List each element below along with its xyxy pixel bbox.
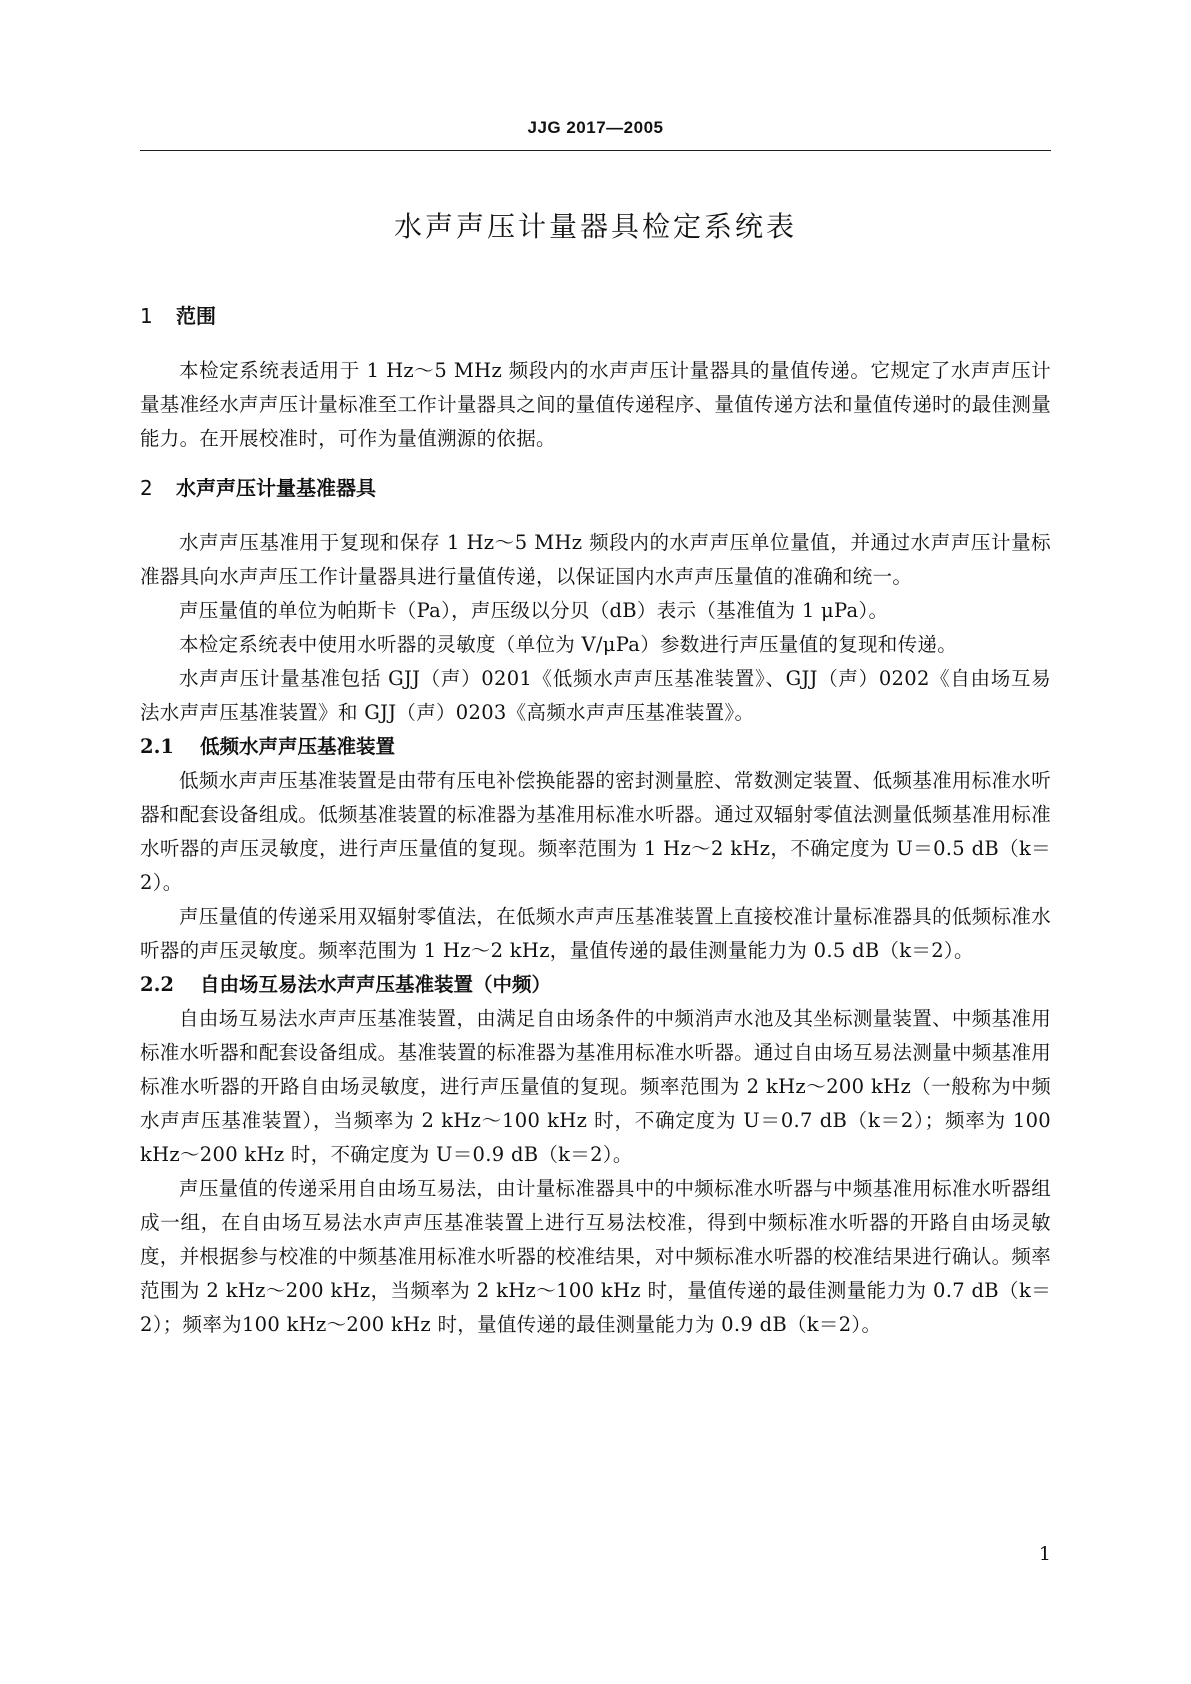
section-title: 水声声压计量基准器具	[176, 476, 376, 500]
page-number: 1	[1038, 1543, 1051, 1565]
paragraph: 低频水声声压基准装置是由带有压电补偿换能器的密封测量腔、常数测定装置、低频基准用标准水听器和配套设备组成。低频基准装置的标准器为基准用标准水听器。通过双辐射零值法测量低频基准用标准水听器的声压灵敏度，进行声压量值的复现。频率范围为 1 Hz～2 kHz，不确定度为 U＝0.5 dB（k＝2）。	[140, 769, 1051, 894]
paragraph: 声压量值的单位为帕斯卡（Pa），声压级以分贝（dB）表示（基准值为 1 μPa）。	[179, 599, 889, 622]
paragraph: 声压量值的传递采用自由场互易法，由计量标准器具中的中频标准水听器与中频基准用标准水听器组成一组，在自由场互易法水声声压基准装置上进行互易法校准，得到中频标准水听器的开路自由场灵敏度，并根据参与校准的中频基准用标准水听器的校准结果，对中频标准水听器的校准结果进行确认。频率范围为 2 kHz～200 kHz，当频率为 2 kHz～100 kHz 时，量值传递的最佳测量能力为 0.7 dB（k＝2）；频率为100 kHz～200 kHz 时，量值传递的最佳测量能力为 0.9 dB（k＝2）。	[140, 1177, 1051, 1336]
paragraph: 声压量值的传递采用双辐射零值法，在低频水声声压基准装置上直接校准计量标准器具的低频标准水听器的声压灵敏度。频率范围为 1 Hz～2 kHz，量值传递的最佳测量能力为 0.5 dB（k＝2）。	[140, 905, 1051, 962]
subsection-title: 低频水声声压基准装置	[200, 735, 396, 758]
section-heading-scope	[140, 300, 1051, 332]
section-heading-standards	[140, 472, 1051, 504]
section-title: 范围	[176, 304, 216, 328]
subsection-number: 2.1	[140, 735, 174, 758]
header-rule	[140, 150, 1051, 151]
subsection-heading-mid-frequency	[140, 968, 1051, 1002]
paragraph: 自由场互易法水声声压基准装置，由满足自由场条件的中频消声水池及其坐标测量装置、中频基准用标准水听器和配套设备组成。基准装置的标准器为基准用标准水听器。通过自由场互易法测量中频基准用标准水听器的开路自由场灵敏度，进行声压量值的复现。频率范围为 2 kHz～200 kHz（一般称为中频水声声压基准装置），当频率为 2 kHz～100 kHz 时，不确定度为 U＝0.7 dB（k＝2）；频率为 100 kHz～200 kHz 时，不确定度为 U＝0.9 dB（k＝2）。	[140, 1007, 1051, 1166]
document-title: 水声声压计量器具检定系统表	[393, 210, 797, 243]
page-header-code: JJG 2017—2005	[527, 118, 664, 137]
paragraph: 本检定系统表适用于 1 Hz～5 MHz 频段内的水声声压计量器具的量值传递。它规定了水声声压计量基准经水声声压计量标准至工作计量器具之间的量值传递程序、量值传递方法和量值传递时的最佳测量能力。在开展校准时，可作为量值溯源的依据。	[140, 359, 1051, 450]
subsection-title: 自由场互易法水声声压基准装置（中频）	[200, 973, 552, 996]
subsection-number: 2.2	[140, 973, 174, 996]
paragraph: 水声声压基准用于复现和保存 1 Hz～5 MHz 频段内的水声声压单位量值，并通过水声声压计量标准器具向水声声压工作计量器具进行量值传递，以保证国内水声声压量值的准确和统一。	[140, 531, 1051, 588]
subsection-heading-low-frequency	[140, 730, 1051, 764]
document-body	[140, 300, 1051, 1342]
paragraph: 本检定系统表中使用水听器的灵敏度（单位为 V/μPa）参数进行声压量值的复现和传递。	[179, 633, 957, 656]
section-number: 2	[140, 476, 153, 500]
paragraph: 水声声压计量基准包括 GJJ（声）0201《低频水声声压基准装置》、GJJ（声）0202《自由场互易法水声声压基准装置》和 GJJ（声）0203《高频水声声压基准装置》。	[140, 667, 1051, 724]
section-number: 1	[140, 304, 153, 328]
